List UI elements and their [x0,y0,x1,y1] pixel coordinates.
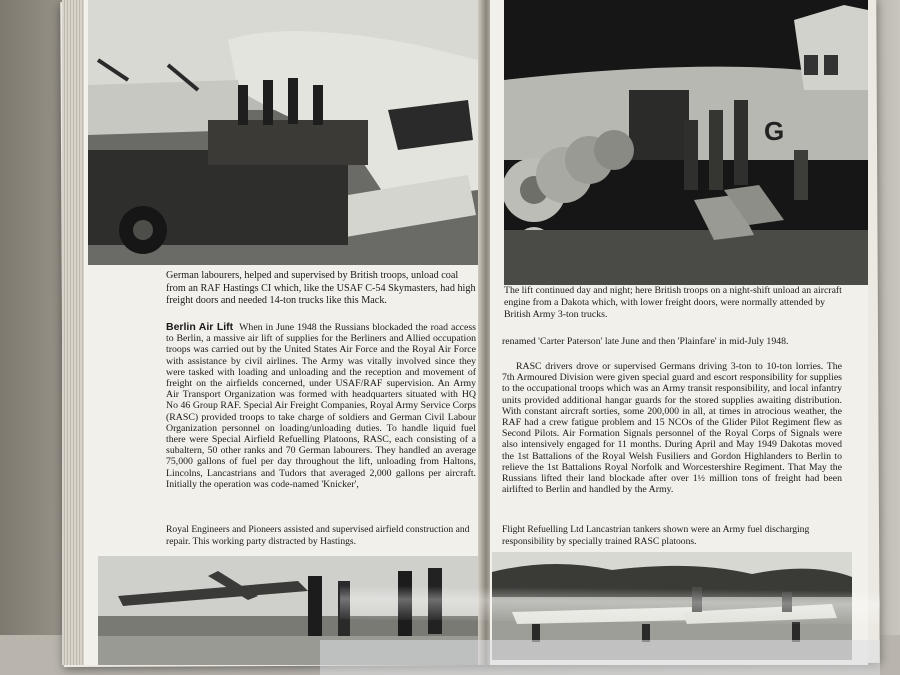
aircraft-code-marking: G [764,116,785,146]
right-top-caption: The lift continued day and night; here British troops on a night-shift unload an aircraft engine from a Dakota which, with lower freight doors, were normally attended by British Army 3-ton trucks. [504,285,842,320]
berlin-airlift-section [166,322,476,522]
section-body: When in June 1948 the Russians blockaded the road access to Berlin, a massive air lift of supplies for the Berliners and Allied occupation troops was carried out by the United States Air Force and the Royal Air Force with assistance by civil airlines. The Army was vitally involved since they were tasked with loading and unloading and the reception and movement of freight on the airfields concerned, under USAF/RAF supervision. An Army Air Transport Organization was formed with headquarters situated with HQ No 46 Group RAF. Special Air Freight Companies, Royal Army Service Corps (RASC) provided troops to take charge of soldiers and German Civil Labour Organization personnel on loading/unloading duties. To handle liquid fuel there were Special Airfield Refuelling Platoons, RASC, each consisting of a subaltern, 50 other ranks and 70 German labourers. They handled an average 75,000 gallons of fuel per day throughout the lift, unloading from Haltons, Lincolns, Lancastrians and Tudors that averaged 2,000 gallons per aircraft. Initially the operation was code-named 'Knicker', [166,322,476,490]
acrylic-stand-glare [340,585,880,625]
acrylic-stand-base [320,640,880,675]
photo-hastings-coal-unloading [88,0,478,265]
right-page [490,0,868,665]
table-surface-left [0,0,70,675]
left-top-caption: German labourers, helped and supervised by British troops, unload coal from an RAF Hastings CI which, like the USAF C-54 Skymasters, had high freight doors and needed 14-ton trucks like this Mack. [166,270,476,307]
right-body-paragraph: RASC drivers drove or supervised Germans driving 3-ton to 10-ton lorries. The 7th Armoured Division were given special guard and escort responsibility for supplies to the occupational troops which was an Army transit responsibility, and local infantry units provided additional hangar guards for the stored supplies awaiting distribution. With constant aircraft sorties, some 200,000 in all, at times in atrocious weather, the RAF had a crew fatigue problem and 15 NCOs of the Glider Pilot Regiment flew as Second Pilots. Air Formation Signals personnel of the Royal Corps of Signals were also intensively engaged for 11 months. During April and May 1949 Dakotas moved the 1st Battalions of the Royal Welsh Fusiliers and Gordon Highlanders to Berlin to relieve the 1st Battalions Royal Norfolk and Worcestershire Regiment. That May the Russians lifted their land blockade after over 1½ million tons of freight had been airlifted to Berlin and handled by the Army. [502,361,842,496]
left-page [84,0,482,665]
right-body-continued: renamed 'Carter Paterson' late June and then 'Plainfare' in mid-July 1948. [502,336,789,347]
section-heading: Berlin Air Lift [166,322,234,333]
page-edges [62,0,84,665]
left-bottom-caption: Royal Engineers and Pioneers assisted and supervised airfield construction and repair. This working party distracted by Hastings. [166,524,470,547]
right-bottom-caption: Flight Refuelling Ltd Lancastrian tankers shown were an Army fuel discharging responsibility by specially trained RASC platoons. [502,524,810,547]
photo-night-shift-dakota [504,0,868,285]
